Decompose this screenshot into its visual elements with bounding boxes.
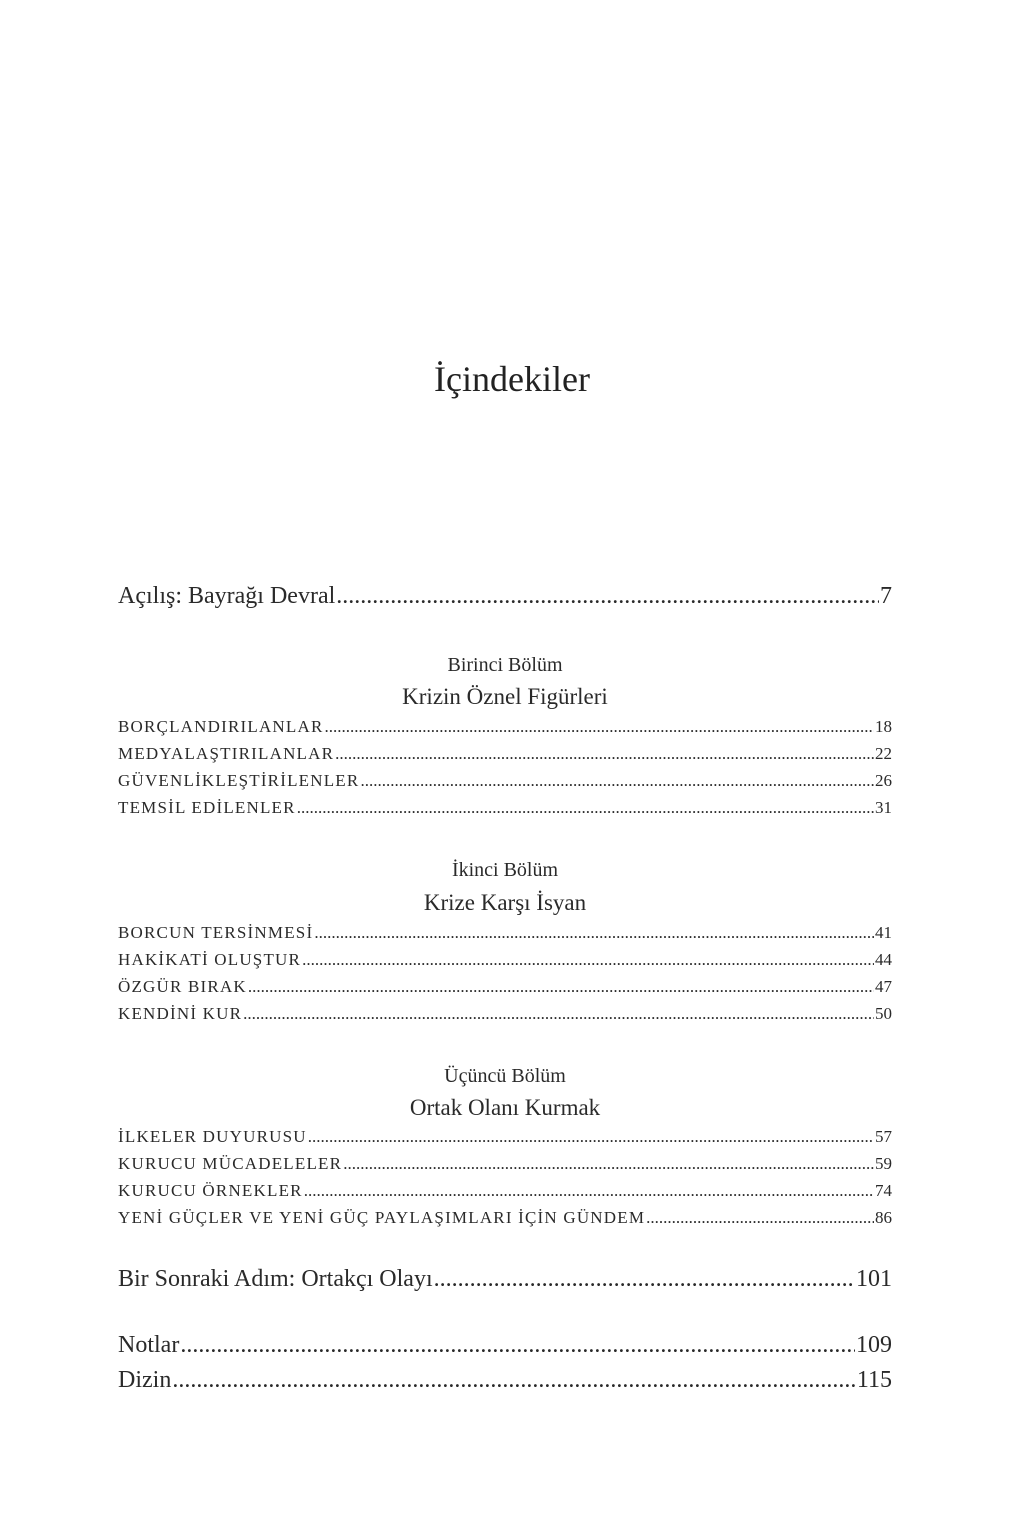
dot-leader bbox=[646, 1208, 874, 1228]
toc-entry[interactable] bbox=[118, 950, 892, 970]
toc-entry-label: Bir Sonraki Adım: Ortakçı Olayı bbox=[118, 1266, 433, 1292]
dot-leader bbox=[343, 1154, 874, 1174]
dot-leader bbox=[308, 1127, 874, 1147]
dot-leader bbox=[434, 1266, 855, 1293]
toc-entry-label: Açılış: Bayrağı Devral bbox=[118, 583, 336, 609]
toc-entry-next-step[interactable] bbox=[118, 1266, 892, 1293]
toc-entry-index[interactable] bbox=[118, 1367, 892, 1394]
part-title: Krizin Öznel Figürleri bbox=[402, 684, 608, 709]
dot-leader bbox=[302, 950, 874, 970]
toc-entry-page: 86 bbox=[875, 1208, 892, 1227]
toc-entry-notes[interactable] bbox=[118, 1332, 892, 1359]
toc-entry-page: 44 bbox=[875, 950, 892, 969]
toc-entry-label: MEDYALAŞTIRILANLAR bbox=[118, 744, 335, 763]
toc-entry-label: TEMSİL EDİLENLER bbox=[118, 798, 296, 817]
dot-leader bbox=[360, 771, 874, 791]
toc-entry-opening[interactable] bbox=[118, 583, 892, 610]
toc-entry[interactable] bbox=[118, 1154, 892, 1174]
toc-entry[interactable] bbox=[118, 1004, 892, 1024]
toc-entry-label: YENİ GÜÇLER VE YENİ GÜÇ PAYLAŞIMLARI İÇİN GÜNDEM bbox=[118, 1208, 646, 1227]
toc-entry[interactable] bbox=[118, 923, 892, 943]
toc-entry-label: KENDİNİ KUR bbox=[118, 1004, 243, 1023]
dot-leader bbox=[248, 977, 874, 997]
toc-entry[interactable] bbox=[118, 771, 892, 791]
toc-entry-label: BORÇLANDIRILANLAR bbox=[118, 717, 324, 736]
toc-entry-page: 50 bbox=[875, 1004, 892, 1023]
toc-entry-page: 115 bbox=[856, 1367, 892, 1393]
dot-leader bbox=[172, 1367, 856, 1394]
dot-leader bbox=[243, 1004, 874, 1024]
toc-entry[interactable] bbox=[118, 1181, 892, 1201]
toc-entry-label: Notlar bbox=[118, 1332, 180, 1358]
toc-entry[interactable] bbox=[118, 1208, 892, 1228]
toc-entry-label: BORCUN TERSİNMESİ bbox=[118, 923, 314, 942]
toc-entry-page: 41 bbox=[875, 923, 892, 942]
toc-entry[interactable] bbox=[118, 798, 892, 818]
toc-entry[interactable] bbox=[118, 977, 892, 997]
toc-entry-label: KURUCU MÜCADELELER bbox=[118, 1154, 343, 1173]
dot-leader bbox=[180, 1332, 855, 1359]
toc-entry-page: 26 bbox=[875, 771, 892, 790]
dot-leader bbox=[314, 923, 874, 943]
dot-leader bbox=[335, 744, 874, 764]
toc-entry-label: Dizin bbox=[118, 1367, 172, 1393]
part-title: Ortak Olanı Kurmak bbox=[409, 1095, 601, 1120]
toc-entry-page: 7 bbox=[880, 583, 892, 609]
part-label: Birinci Bölüm bbox=[447, 654, 563, 676]
toc-entry-label: HAKİKATİ OLUŞTUR bbox=[118, 950, 302, 969]
toc-entry-page: 18 bbox=[875, 717, 892, 736]
toc-entry-page: 101 bbox=[856, 1266, 892, 1292]
toc-entry-label: GÜVENLİKLEŞTİRİLENLER bbox=[118, 771, 360, 790]
toc-entry[interactable] bbox=[118, 1127, 892, 1147]
dot-leader bbox=[336, 583, 879, 610]
dot-leader bbox=[325, 717, 874, 737]
part-label: İkinci Bölüm bbox=[451, 859, 559, 881]
toc-entry-page: 31 bbox=[875, 798, 892, 817]
toc-entry-page: 59 bbox=[875, 1154, 892, 1173]
toc-entry-page: 57 bbox=[875, 1127, 892, 1146]
part-label: Üçüncü Bölüm bbox=[444, 1065, 566, 1087]
toc-entry-page: 109 bbox=[856, 1332, 892, 1358]
toc-entry-label: İLKELER DUYURUSU bbox=[118, 1127, 307, 1146]
toc-entry-label: KURUCU ÖRNEKLER bbox=[118, 1181, 303, 1200]
toc-entry-page: 22 bbox=[875, 744, 892, 763]
toc-entry[interactable] bbox=[118, 717, 892, 737]
toc-entry-page: 74 bbox=[875, 1181, 892, 1200]
page-title: İçindekiler bbox=[434, 359, 590, 399]
toc-entry[interactable] bbox=[118, 744, 892, 764]
dot-leader bbox=[304, 1181, 874, 1201]
toc-entry-page: 47 bbox=[875, 977, 892, 996]
part-title: Krize Karşı İsyan bbox=[423, 890, 587, 915]
dot-leader bbox=[297, 798, 874, 818]
toc-entry-label: ÖZGÜR BIRAK bbox=[118, 977, 247, 996]
